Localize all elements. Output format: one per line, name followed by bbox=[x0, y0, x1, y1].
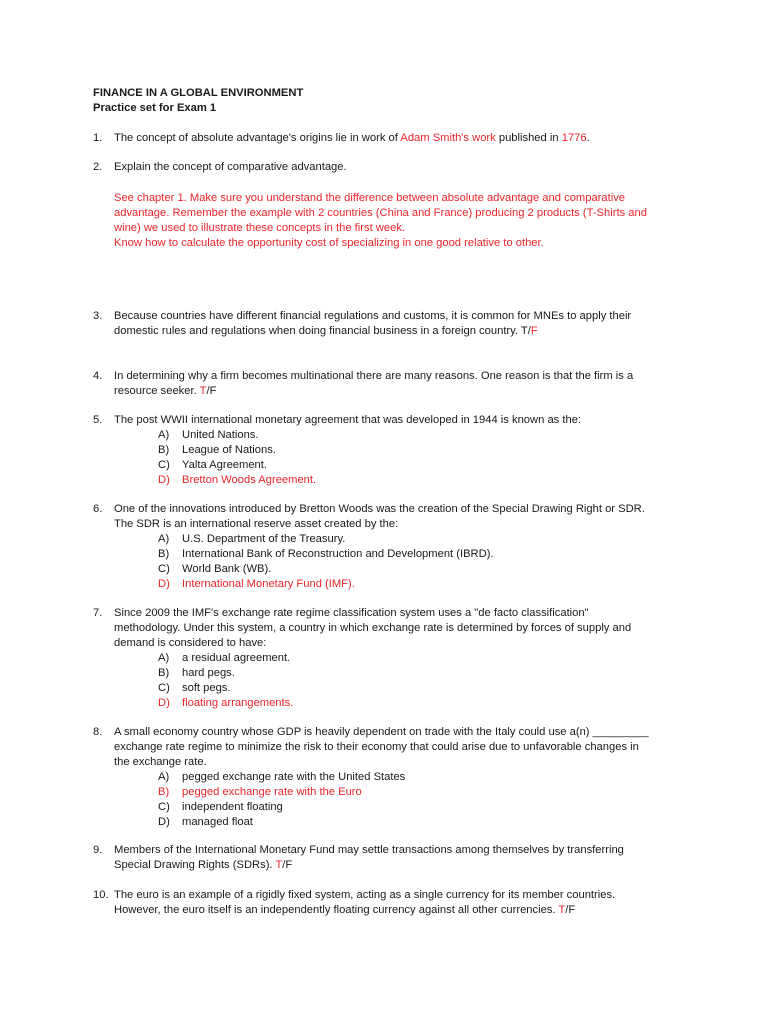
question-10 bbox=[93, 888, 693, 918]
question-text bbox=[114, 606, 693, 711]
question-line bbox=[114, 160, 693, 175]
question-number: 9. bbox=[93, 844, 103, 856]
question-6 bbox=[93, 502, 693, 592]
answer-option bbox=[158, 815, 693, 830]
question-line bbox=[114, 413, 693, 428]
answer-highlight: Adam Smith's work bbox=[400, 132, 496, 144]
question-line bbox=[114, 517, 693, 532]
question-text-segment: domestic rules and regulations when doing financial business in a foreign country. T/ bbox=[114, 325, 531, 337]
question-text-segment: methodology. Under this system, a country in which exchange rate is determined by forces of supply and bbox=[114, 622, 632, 634]
question-1 bbox=[93, 131, 693, 146]
option-letter: C) bbox=[158, 682, 170, 694]
option-letter: D) bbox=[158, 474, 170, 486]
question-text-segment: published in bbox=[495, 132, 562, 144]
question-text-segment: Because countries have different financial regulations and customs, it is common for MNEs to apply their bbox=[114, 310, 632, 322]
answer-option bbox=[158, 532, 693, 547]
answer-option bbox=[158, 770, 693, 785]
question-3 bbox=[93, 309, 693, 339]
question-number: 2. bbox=[93, 161, 103, 173]
question-line bbox=[114, 369, 693, 384]
option-text: U.S. Department of the Treasury. bbox=[182, 533, 346, 545]
question-line bbox=[114, 725, 693, 740]
option-letter: B) bbox=[158, 667, 170, 679]
answer-note bbox=[114, 191, 694, 251]
answer-highlight: T bbox=[275, 859, 283, 871]
option-text: United Nations. bbox=[182, 429, 259, 441]
answer-options bbox=[158, 770, 693, 830]
question-2 bbox=[93, 160, 693, 175]
question-text-segment: Explain the concept of comparative advantage. bbox=[114, 161, 347, 173]
correct-option bbox=[158, 577, 693, 592]
answer-option bbox=[158, 547, 693, 562]
answer-option bbox=[158, 443, 693, 458]
option-letter: C) bbox=[158, 801, 170, 813]
note-line: advantage. Remember the example with 2 countries (China and France) producing 2 products (T-Shirts and bbox=[114, 207, 647, 219]
answer-highlight: F bbox=[530, 325, 538, 337]
question-line bbox=[114, 621, 693, 636]
answer-highlight: T bbox=[558, 904, 566, 916]
question-7 bbox=[93, 606, 693, 711]
question-text-segment: the exchange rate. bbox=[114, 756, 207, 768]
question-9 bbox=[93, 843, 693, 873]
option-letter: A) bbox=[158, 771, 170, 783]
question-line bbox=[114, 888, 693, 903]
answer-option bbox=[158, 562, 693, 577]
question-line bbox=[114, 636, 693, 651]
note-line: wine) we used to illustrate these concepts in the first week. bbox=[114, 222, 406, 234]
option-text: managed float bbox=[182, 816, 253, 828]
question-text-segment: One of the innovations introduced by Bretton Woods was the creation of the Special Drawing Right or SDR. bbox=[114, 503, 645, 515]
option-letter: D) bbox=[158, 816, 170, 828]
option-text: soft pegs. bbox=[182, 682, 231, 694]
question-text-segment: The euro is an example of a rigidly fixed system, acting as a single currency for its member countries. bbox=[114, 889, 616, 901]
question-5 bbox=[93, 413, 693, 488]
option-letter: A) bbox=[158, 533, 170, 545]
question-text bbox=[114, 160, 693, 175]
question-text-segment: /F bbox=[206, 385, 217, 397]
question-text-segment: The concept of absolute advantage's origins lie in work of bbox=[114, 132, 401, 144]
question-8 bbox=[93, 725, 693, 830]
answer-option bbox=[158, 681, 693, 696]
question-number: 1. bbox=[93, 132, 103, 144]
question-number: 7. bbox=[93, 607, 103, 619]
question-line bbox=[114, 384, 693, 399]
question-4 bbox=[93, 369, 693, 399]
option-letter: B) bbox=[158, 786, 170, 798]
option-letter: B) bbox=[158, 444, 170, 456]
question-text-segment: However, the euro itself is an independently floating currency against all other currencies. bbox=[114, 904, 559, 916]
option-letter: C) bbox=[158, 459, 170, 471]
document-subtitle: Practice set for Exam 1 bbox=[93, 102, 217, 114]
option-letter: A) bbox=[158, 429, 170, 441]
option-text: World Bank (WB). bbox=[182, 563, 272, 575]
answer-highlight: T bbox=[199, 385, 207, 397]
question-text-segment: Members of the International Monetary Fund may settle transactions among themselves by transferring bbox=[114, 844, 624, 856]
option-letter: B) bbox=[158, 548, 170, 560]
question-text-segment: /F bbox=[282, 859, 293, 871]
note-line: See chapter 1. Make sure you understand the difference between absolute advantage and comparative bbox=[114, 192, 626, 204]
correct-option bbox=[158, 785, 693, 800]
question-line bbox=[114, 309, 693, 324]
question-text-segment: Since 2009 the IMF's exchange rate regime classification system uses a "de facto classification" bbox=[114, 607, 589, 619]
question-text-segment: The post WWII international monetary agreement that was developed in 1944 is known as the: bbox=[114, 414, 582, 426]
question-line bbox=[114, 740, 693, 755]
answer-options bbox=[158, 532, 693, 592]
question-line bbox=[114, 324, 693, 339]
question-line bbox=[114, 606, 693, 621]
option-text: pegged exchange rate with the Euro bbox=[182, 786, 362, 798]
question-text-segment: A small economy country whose GDP is heavily dependent on trade with the Italy could use a(n) _________ bbox=[114, 726, 649, 738]
question-text-segment: Special Drawing Rights (SDRs). bbox=[114, 859, 276, 871]
question-text bbox=[114, 888, 693, 918]
option-letter: D) bbox=[158, 578, 170, 590]
option-letter: C) bbox=[158, 563, 170, 575]
document-title: FINANCE IN A GLOBAL ENVIRONMENT bbox=[93, 87, 304, 99]
answer-option bbox=[158, 666, 693, 681]
question-text-segment: exchange rate regime to minimize the risk to their economy that could arise due to unfavorable changes in bbox=[114, 741, 639, 753]
option-text: pegged exchange rate with the United States bbox=[182, 771, 406, 783]
question-text-segment: In determining why a firm becomes multinational there are many reasons. One reason is that the firm is a bbox=[114, 370, 634, 382]
question-text bbox=[114, 309, 693, 339]
question-line bbox=[114, 502, 693, 517]
option-letter: A) bbox=[158, 652, 170, 664]
question-text-segment: The SDR is an international reserve asset created by the: bbox=[114, 518, 399, 530]
answer-options bbox=[158, 651, 693, 711]
option-text: a residual agreement. bbox=[182, 652, 291, 664]
question-text-segment: /F bbox=[565, 904, 576, 916]
question-text bbox=[114, 502, 693, 592]
question-line bbox=[114, 755, 693, 770]
answer-option bbox=[158, 800, 693, 815]
answer-option bbox=[158, 458, 693, 473]
question-text bbox=[114, 725, 693, 830]
question-text-segment: resource seeker. bbox=[114, 385, 200, 397]
answer-options bbox=[158, 428, 693, 488]
answer-option bbox=[158, 428, 693, 443]
question-line bbox=[114, 858, 693, 873]
option-text: International Bank of Reconstruction and Development (IBRD). bbox=[182, 548, 494, 560]
question-line bbox=[114, 843, 693, 858]
option-text: Bretton Woods Agreement. bbox=[182, 474, 317, 486]
note-line: Know how to calculate the opportunity cost of specializing in one good relative to other. bbox=[114, 237, 544, 249]
question-line bbox=[114, 131, 693, 146]
question-text-segment: demand is considered to have: bbox=[114, 637, 267, 649]
answer-highlight: 1776 bbox=[561, 132, 587, 144]
option-text: League of Nations. bbox=[182, 444, 276, 456]
question-text bbox=[114, 369, 693, 399]
answer-option bbox=[158, 651, 693, 666]
question-text bbox=[114, 131, 693, 146]
document-header bbox=[93, 86, 303, 116]
question-text bbox=[114, 843, 693, 873]
question-number: 3. bbox=[93, 310, 103, 322]
question-number: 10. bbox=[93, 889, 109, 901]
question-number: 4. bbox=[93, 370, 103, 382]
question-text bbox=[114, 413, 693, 488]
correct-option bbox=[158, 696, 693, 711]
option-text: International Monetary Fund (IMF). bbox=[182, 578, 355, 590]
question-text-segment: . bbox=[586, 132, 590, 144]
option-letter: D) bbox=[158, 697, 170, 709]
correct-option bbox=[158, 473, 693, 488]
question-line bbox=[114, 903, 693, 918]
question-number: 5. bbox=[93, 414, 103, 426]
question-number: 6. bbox=[93, 503, 103, 515]
option-text: floating arrangements. bbox=[182, 697, 294, 709]
question-number: 8. bbox=[93, 726, 103, 738]
option-text: hard pegs. bbox=[182, 667, 235, 679]
option-text: independent floating bbox=[182, 801, 283, 813]
option-text: Yalta Agreement. bbox=[182, 459, 267, 471]
